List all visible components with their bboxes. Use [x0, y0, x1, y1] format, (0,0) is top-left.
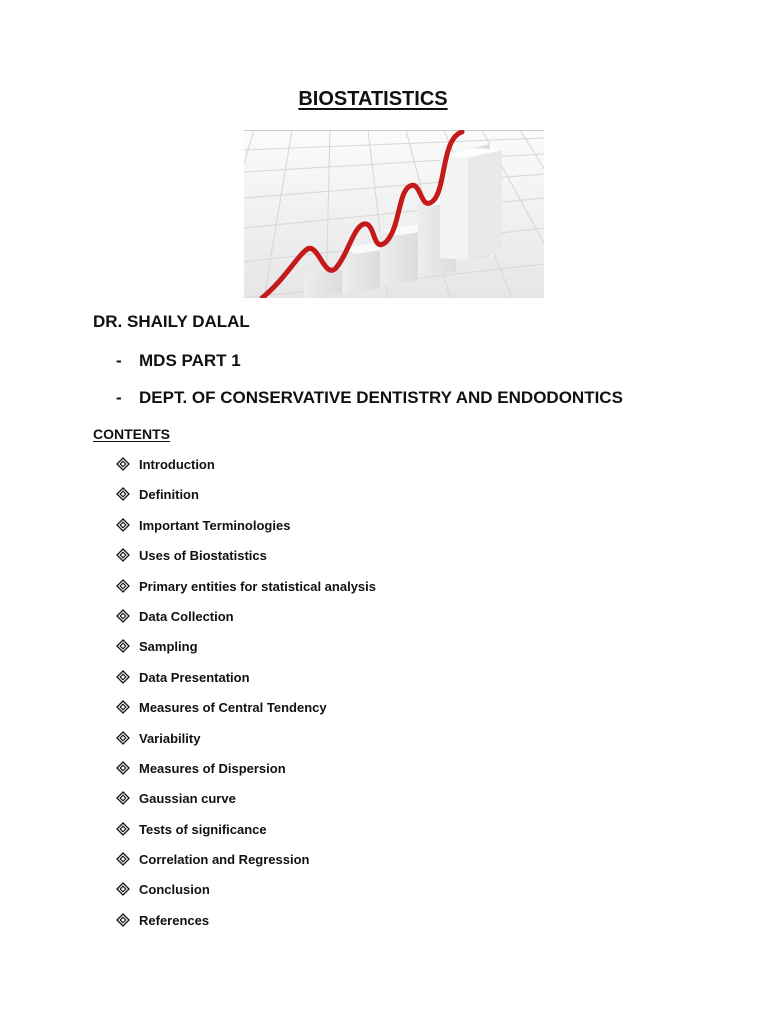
- contents-item-label: Correlation and Regression: [139, 852, 310, 868]
- diamond-bullet-icon: [116, 609, 139, 625]
- diamond-bullet-icon: [116, 670, 139, 686]
- contents-item-label: Definition: [139, 487, 199, 503]
- contents-item-label: Tests of significance: [139, 821, 267, 837]
- document-title: BIOSTATISTICS: [298, 88, 448, 110]
- contents-item: [116, 579, 376, 609]
- contents-item-label: Measures of Central Tendency: [139, 700, 327, 716]
- contents-item-label: Conclusion: [139, 882, 210, 898]
- contents-item: [116, 731, 376, 761]
- diamond-bullet-icon: [116, 913, 139, 929]
- diamond-bullet-icon: [116, 579, 139, 595]
- detail-text: DEPT. OF CONSERVATIVE DENTISTRY AND ENDODONTICS: [139, 388, 623, 407]
- diamond-bullet-icon: [116, 882, 139, 898]
- diamond-bullet-icon: [116, 852, 139, 868]
- contents-item: [116, 822, 376, 852]
- contents-item-label: Variability: [139, 730, 201, 746]
- contents-list: [116, 457, 376, 943]
- detail-line-course: [116, 351, 241, 371]
- author-name: DR. SHAILY DALAL: [93, 312, 250, 331]
- contents-item-label: Sampling: [139, 639, 198, 655]
- contents-heading: CONTENTS: [93, 426, 170, 442]
- contents-item-label: Primary entities for statistical analysis: [139, 578, 376, 594]
- contents-item: [116, 852, 376, 882]
- dash-marker: -: [116, 388, 122, 407]
- diamond-bullet-icon: [116, 639, 139, 655]
- diamond-bullet-icon: [116, 548, 139, 564]
- contents-item: [116, 487, 376, 517]
- contents-item: [116, 639, 376, 669]
- contents-item-label: Introduction: [139, 457, 215, 472]
- diamond-bullet-icon: [116, 761, 139, 777]
- contents-item: [116, 882, 376, 912]
- diamond-bullet-icon: [116, 518, 139, 534]
- contents-item: [116, 700, 376, 730]
- diamond-bullet-icon: [116, 731, 139, 747]
- contents-item-label: Uses of Biostatistics: [139, 548, 267, 564]
- rising-bars-illustration: [244, 130, 544, 298]
- contents-item-label: Gaussian curve: [139, 791, 236, 807]
- detail-line-department: [116, 388, 623, 408]
- contents-item-label: References: [139, 912, 210, 928]
- contents-item: [116, 609, 376, 639]
- diamond-bullet-icon: [116, 791, 139, 807]
- contents-item: [116, 670, 376, 700]
- contents-item-label: Data Presentation: [139, 669, 250, 685]
- contents-item: [116, 457, 376, 487]
- detail-text: MDS PART 1: [139, 351, 241, 370]
- diamond-bullet-icon: [116, 487, 139, 503]
- contents-item-label: Important Terminologies: [139, 517, 291, 533]
- contents-item: [116, 518, 376, 548]
- contents-item-label: Data Collection: [139, 608, 234, 624]
- diamond-bullet-icon: [116, 457, 139, 473]
- contents-item-label: Measures of Dispersion: [139, 760, 286, 776]
- contents-item: [116, 913, 376, 943]
- contents-item: [116, 791, 376, 821]
- diamond-bullet-icon: [116, 700, 139, 716]
- diamond-bullet-icon: [116, 822, 139, 838]
- contents-item: [116, 548, 376, 578]
- dash-marker: -: [116, 351, 122, 370]
- contents-item: [116, 761, 376, 791]
